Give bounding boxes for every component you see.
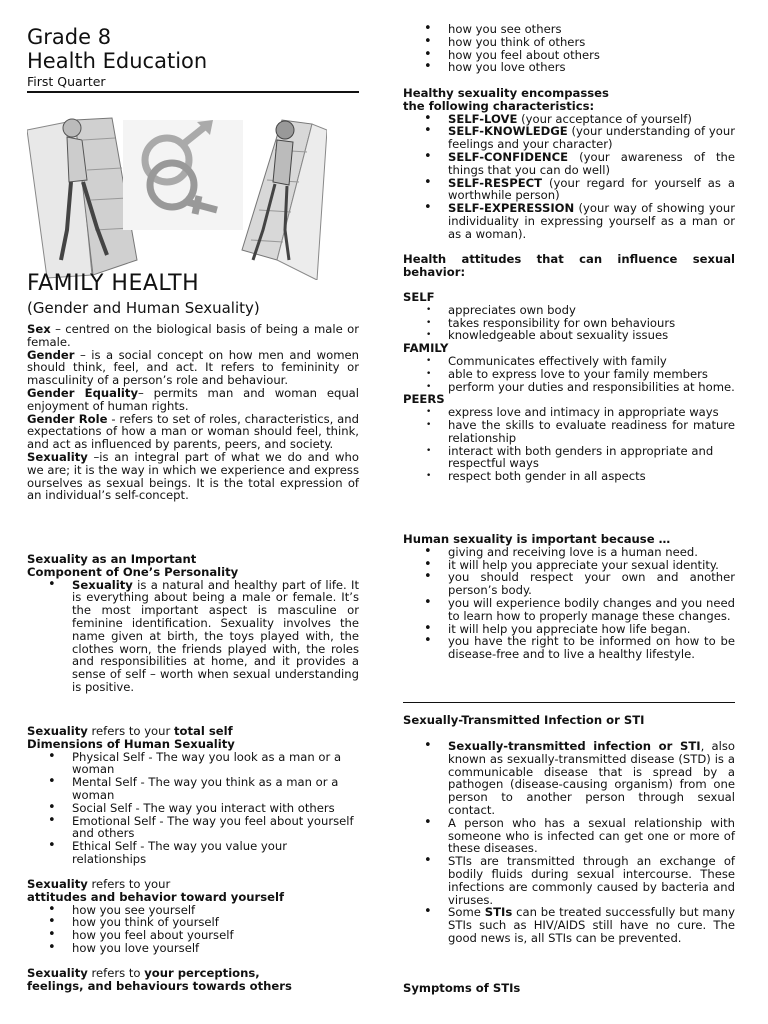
list-item: • you should respect your own and another person’s body. xyxy=(448,571,735,597)
attitudes-list xyxy=(72,904,359,955)
list-item: • able to express love to your family members xyxy=(448,368,735,381)
healthy-list xyxy=(448,113,735,241)
lead-term: Sexuality xyxy=(27,724,88,738)
lead-term: Sexuality xyxy=(27,966,88,980)
influence-heading xyxy=(403,253,735,279)
list-item: • respect both gender in all aspects xyxy=(448,470,735,483)
term: STIs xyxy=(484,905,513,920)
lead-text: refers to your xyxy=(87,877,171,891)
healthy-section xyxy=(403,87,735,241)
item-text: (your regard for yourself as a worthwhile person) xyxy=(448,175,735,203)
term: Gender Equality xyxy=(27,385,139,400)
definition-gender-equality xyxy=(27,387,359,413)
peers-label: PEERS xyxy=(403,392,445,407)
attitudes-heading: attitudes and behavior toward yourself xyxy=(27,889,285,904)
list-item xyxy=(72,579,359,694)
term: Gender Role xyxy=(27,411,108,426)
definition-text: - refers to set of roles, characteristics, and expectations of how a man or woman should feel, think, and act as influenced by parents, peers, and society. xyxy=(27,411,359,452)
female-figure-drawing xyxy=(242,120,327,280)
list-item: • takes responsibility for own behaviours xyxy=(448,317,735,330)
attitudes-section xyxy=(27,878,359,955)
dimensions-list xyxy=(72,751,359,866)
grade-title: Grade 8 xyxy=(27,25,112,49)
list-item xyxy=(448,177,735,203)
item-text: (your acceptance of yourself) xyxy=(517,111,692,126)
list-item: • perform your duties and responsibilities at home. xyxy=(448,381,735,394)
perceptions-heading: feelings, and behaviours towards others xyxy=(27,978,292,993)
list-item: • how you see yourself xyxy=(72,904,359,917)
lead-text: refers to your xyxy=(87,724,174,738)
definition-sexuality xyxy=(27,451,359,502)
definition-gender-role xyxy=(27,413,359,451)
list-item: • Emotional Self - The way you feel about yourself and others xyxy=(72,815,359,841)
definition-gender xyxy=(27,349,359,387)
heading-text: Symptoms of STIs xyxy=(403,981,521,995)
list-item: • how you think of yourself xyxy=(72,916,359,929)
list-item: • how you think of others xyxy=(448,36,735,49)
list-item: • you have the right to be informed on how to be disease-free and to live a healthy lifestyle. xyxy=(448,635,735,661)
definition-text: –is an integral part of what we do and who we are; it is the way in which we experience and express ourselves as sexual beings. It is the total expression of an individual’s self-concept. xyxy=(27,449,359,503)
definitions-block xyxy=(27,323,359,502)
peers-list xyxy=(448,406,735,483)
list-item: • STIs are transmitted through an exchange of bodily fluids during sexual intercourse. These infections are commonly caused by bacteria and viruses. xyxy=(448,855,735,906)
perceptions-section xyxy=(27,967,359,993)
section-subtitle: (Gender and Human Sexuality) xyxy=(27,299,260,317)
definition-text: – is a social concept on how men and women should think, feel, and act. It refers to femininity or masculinity of a person’s role and behaviour. xyxy=(27,347,359,388)
list-item: • giving and receiving love is a human need. xyxy=(448,546,735,559)
item-text: , also known as sexually-transmitted disease (STD) is a communicable disease that is spread by a pathogen (disease-causing organism) from one person to another person through sexual contact. xyxy=(448,739,735,817)
gender-illustration xyxy=(27,110,327,280)
family-label: FAMILY xyxy=(403,341,449,356)
heading-text: Health attitudes that can influence sexual behavior: xyxy=(403,252,735,279)
self-label: SELF xyxy=(403,290,435,304)
list-item-continued: respectful ways xyxy=(448,456,539,471)
bold-text: total self xyxy=(173,724,233,738)
item-text: can be treated successfully but many STIs such as HIV/AIDS still have no cure. The good news is, all STIs can be prevented. xyxy=(448,905,735,945)
list-item: • express love and intimacy in appropriate ways xyxy=(448,406,735,419)
list-item: • how you love others xyxy=(448,61,735,74)
important-list xyxy=(448,546,735,661)
sti-rule xyxy=(403,702,735,703)
list-item xyxy=(448,151,735,177)
component-section xyxy=(27,553,359,694)
term: SELF-LOVE xyxy=(448,111,518,126)
list-item: • how you see others xyxy=(448,23,735,36)
term: Sexually-transmitted infection or STI xyxy=(448,739,701,753)
gender-symbols xyxy=(123,120,243,230)
subject-title: Health Education xyxy=(27,49,208,73)
list-item: • appreciates own body xyxy=(448,304,735,317)
item-text: Some xyxy=(448,905,485,920)
header-rule xyxy=(27,91,359,93)
list-item: • it will help you appreciate your sexual identity. xyxy=(448,559,735,572)
list-item: • you will experience bodily changes and you need to learn how to properly manage these changes. xyxy=(448,597,735,623)
bold-text: your perceptions, xyxy=(144,966,260,980)
important-section xyxy=(403,533,735,661)
self-list xyxy=(448,304,735,342)
influence-section xyxy=(403,291,735,483)
term: SELF-KNOWLEDGE xyxy=(448,124,568,139)
list-item: • have the skills to evaluate readiness for mature relationship xyxy=(448,419,735,445)
term: SELF-EXPERESSION xyxy=(448,201,575,216)
list-item xyxy=(448,906,735,944)
list-item: • how you love yourself xyxy=(72,942,359,955)
healthy-heading-1: Healthy sexuality encompasses xyxy=(403,86,609,100)
term: SELF-RESPECT xyxy=(448,175,543,190)
lead-term: Sexuality xyxy=(27,877,88,891)
dimensions-heading: Dimensions of Human Sexuality xyxy=(27,736,235,751)
component-heading-2: Component of One’s Personality xyxy=(27,564,239,579)
sti-heading xyxy=(403,714,735,727)
perceptions-list xyxy=(448,23,735,74)
list-item: • interact with both genders in appropriate and xyxy=(448,445,735,458)
term: Gender xyxy=(27,347,75,362)
item-text: (your way of showing your individuality in expressing yourself as a man or as a woman). xyxy=(448,201,735,241)
list-item: • how you feel about others xyxy=(448,49,735,62)
healthy-heading-2: the following characteristics: xyxy=(403,98,595,113)
male-figure-drawing xyxy=(27,118,137,278)
lead-text: refers to xyxy=(87,966,145,980)
term: SELF-CONFIDENCE xyxy=(448,149,569,164)
family-list xyxy=(448,355,735,393)
list-item: • Ethical Self - The way you value your relationships xyxy=(72,840,359,866)
term: Sexuality xyxy=(27,449,88,464)
definition-text: – permits man and woman equal enjoyment of human rights. xyxy=(27,385,359,413)
list-item: • Communicates effectively with family xyxy=(448,355,735,368)
list-item xyxy=(448,740,735,817)
component-list xyxy=(72,579,359,694)
list-item: • how you feel about yourself xyxy=(72,929,359,942)
item-text: is a natural and healthy part of life. It is everything about being a male or female. It’s the most important aspect is masculine or feminine identification. Sexuality involves the name given at birth, the toys played with, the clothes worn, the friends played with, the roles and responsibilities at home, and it provides a sense of self – worth when sexual understanding is positive. xyxy=(72,577,359,694)
total-self-section xyxy=(27,725,359,866)
list-item: • Social Self - The way you interact with others xyxy=(72,802,359,815)
component-heading-1: Sexuality as an Important xyxy=(27,552,197,566)
quarter-label: First Quarter xyxy=(27,74,106,89)
heading-text: Sexually-Transmitted Infection or STI xyxy=(403,713,645,727)
important-heading: Human sexuality is important because … xyxy=(403,532,671,546)
term: Sex xyxy=(27,322,51,336)
list-item xyxy=(448,125,735,151)
definition-text: – centred on the biological basis of being a male or female. xyxy=(27,322,359,349)
list-item: • A person who has a sexual relationship with someone who is infected can get one or more of these diseases. xyxy=(448,817,735,855)
list-item: • Mental Self - The way you think as a man or a woman xyxy=(72,776,359,802)
item-text: (your awareness of the things that you can do well) xyxy=(448,149,735,177)
symptoms-heading xyxy=(403,982,735,995)
list-item: • it will help you appreciate how life began. xyxy=(448,623,735,636)
list-item: • knowledgeable about sexuality issues xyxy=(448,329,735,342)
sti-list xyxy=(448,740,735,945)
definition-sex xyxy=(27,323,359,349)
item-text: (your understanding of your feelings and your character) xyxy=(448,124,735,152)
list-item: • Physical Self - The way you look as a man or a woman xyxy=(72,751,359,777)
term: Sexuality xyxy=(72,577,133,592)
list-item xyxy=(448,202,735,240)
section-title: FAMILY HEALTH xyxy=(27,271,200,296)
